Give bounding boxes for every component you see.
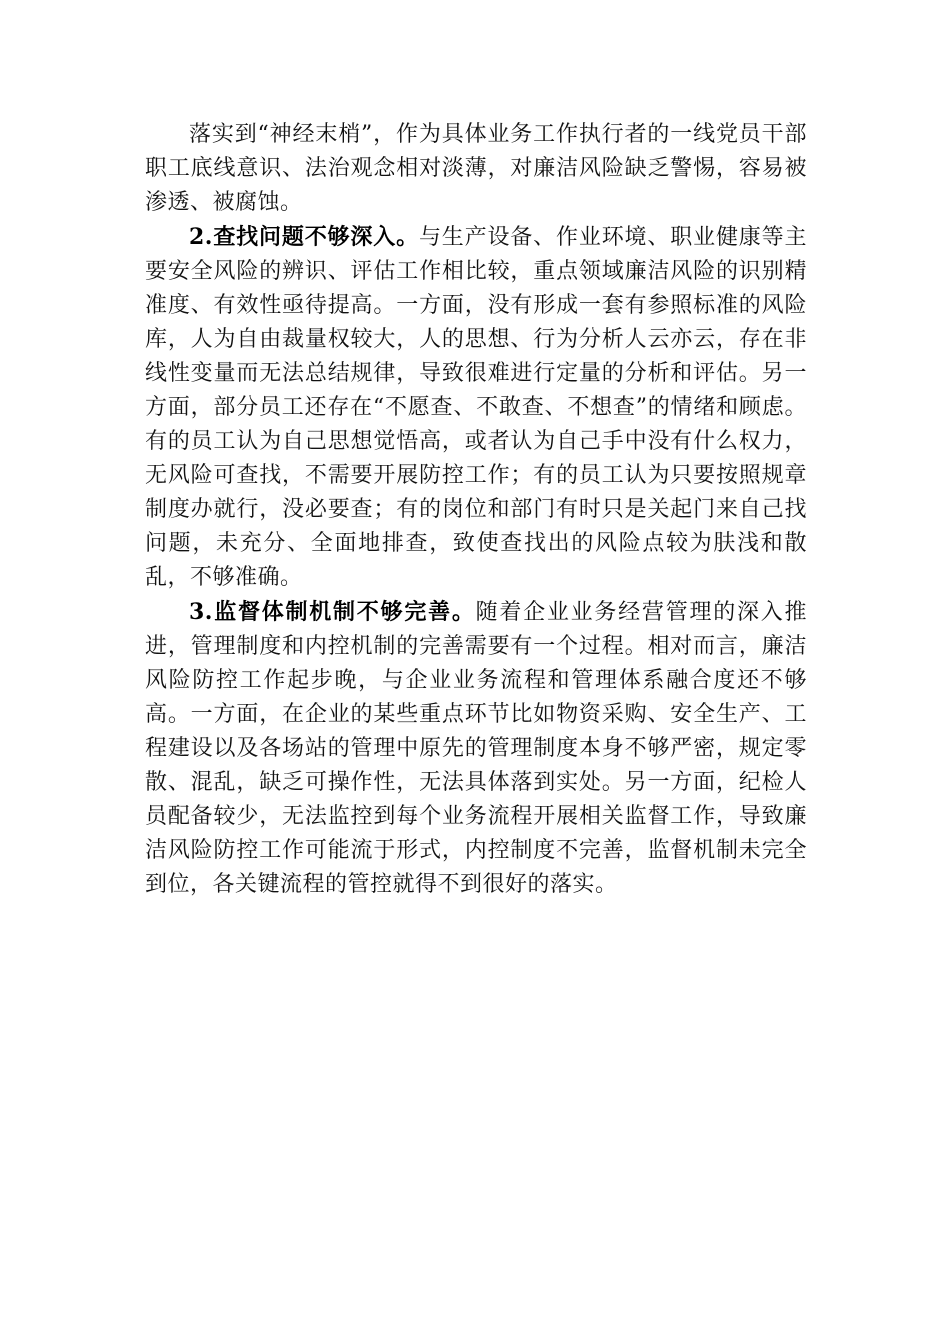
paragraph-3 bbox=[145, 595, 807, 902]
paragraph-2 bbox=[145, 220, 807, 595]
paragraph-1 bbox=[145, 118, 807, 220]
paragraph-3-text: 随着企业业务经营管理的深入推进，管理制度和内控机制的完善需要有一个过程。相对而言，廉洁风险防控工作起步晚，与企业业务流程和管理体系融合度还不够高。一方面，在企业的某些重点环节比如物资采购、安全生产、工程建设以及各场站的管理中原先的管理制度本身不够严密，规定零散、混乱，缺乏可操作性，无法具体落到实处。另一方面，纪检人员配备较少，无法监控到每个业务流程开展相关监督工作，导致廉洁风险防控工作可能流于形式，内控制度不完善，监督机制未完全到位，各关键流程的管控就得不到很好的落实。 bbox=[145, 600, 807, 897]
paragraph-1-text: 落实到“神经末梢”，作为具体业务工作执行者的一线党员干部职工底线意识、法治观念相对淡薄，对廉洁风险缺乏警惕，容易被渗透、被腐蚀。 bbox=[145, 122, 807, 215]
paragraph-2-text: 与生产设备、作业环境、职业健康等主要安全风险的辨识、评估工作相比较，重点领域廉洁风险的识别精准度、有效性亟待提高。一方面，没有形成一套有参照标准的风险库，人为自由裁量权较大，人的思想、行为分析人云亦云，存在非线性变量而无法总结规律，导致很难进行定量的分析和评估。另一方面，部分员工还存在“不愿查、不敢查、不想查”的情绪和顾虑。有的员工认为自己思想觉悟高，或者认为自己手中没有什么权力，无风险可查找，不需要开展防控工作；有的员工认为只要按照规章制度办就行，没必要查；有的岗位和部门有时只是关起门来自己找问题，未充分、全面地排查，致使查找出的风险点较为肤浅和散乱，不够准确。 bbox=[145, 225, 807, 590]
document-body bbox=[145, 118, 807, 902]
paragraph-2-heading: 2.查找问题不够深入。 bbox=[189, 224, 419, 250]
paragraph-3-heading: 3.监督体制机制不够完善。 bbox=[189, 599, 476, 625]
